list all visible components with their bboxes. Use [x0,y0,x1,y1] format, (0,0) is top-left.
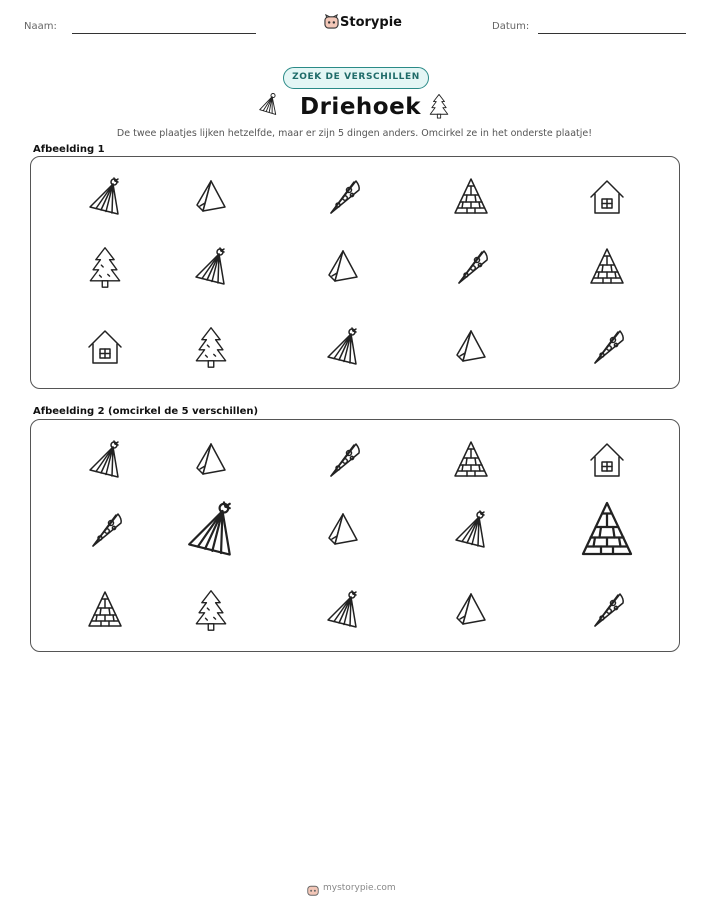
date-label: Datum: [492,21,530,32]
pyramid-icon [449,175,493,219]
footer-logo-icon [307,881,319,900]
picture1-panel [30,156,680,389]
pyramid-icon[interactable] [449,438,493,482]
party-hat-icon [189,245,233,289]
party-hat-icon[interactable] [83,438,127,482]
pizza-slice-icon[interactable] [321,438,365,482]
pizza-slice-icon[interactable] [83,508,127,552]
napkin-icon[interactable] [321,508,365,552]
footer-url: mystorypie.com [323,883,396,893]
napkin-icon [189,175,233,219]
christmas-tree-icon[interactable] [189,588,233,632]
house-icon[interactable] [585,438,629,482]
worksheet-type-badge: ZOEK DE VERSCHILLEN [283,67,429,89]
house-icon [585,175,629,219]
name-label: Naam: [24,21,57,32]
instructions-text: De twee plaatjes lijken hetzelfde, maar er zijn 5 dingen anders. Omcirkel ze in het onderste plaatje! [116,128,593,139]
party-hat-icon [321,325,365,369]
storypie-brand: Storypie [340,15,402,30]
house-icon [83,325,127,369]
pizza-slice-icon [449,245,493,289]
page-title: Driehoek [300,94,421,120]
pizza-slice-icon[interactable] [585,588,629,632]
picture2-panel[interactable] [30,419,680,652]
pizza-slice-icon [321,175,365,219]
party-hat-icon[interactable] [179,498,243,562]
pyramid-icon [585,245,629,289]
picture1-label: Afbeelding 1 [33,144,105,155]
party-hat-icon [256,92,280,118]
napkin-icon[interactable] [189,438,233,482]
pizza-slice-icon [585,325,629,369]
picture2-label: Afbeelding 2 (omcirkel de 5 verschillen) [33,406,259,417]
party-hat-icon [83,175,127,219]
napkin-icon [321,245,365,289]
christmas-tree-icon [189,325,233,369]
date-line[interactable] [538,33,686,34]
party-hat-icon[interactable] [321,588,365,632]
christmas-tree-icon [428,92,450,120]
napkin-icon [449,325,493,369]
storypie-logo-icon [324,14,339,33]
napkin-icon[interactable] [449,588,493,632]
pyramid-icon[interactable] [83,588,127,632]
pyramid-icon[interactable] [574,497,640,563]
party-hat-icon[interactable] [449,508,493,552]
christmas-tree-icon [83,245,127,289]
name-line[interactable] [72,33,256,34]
